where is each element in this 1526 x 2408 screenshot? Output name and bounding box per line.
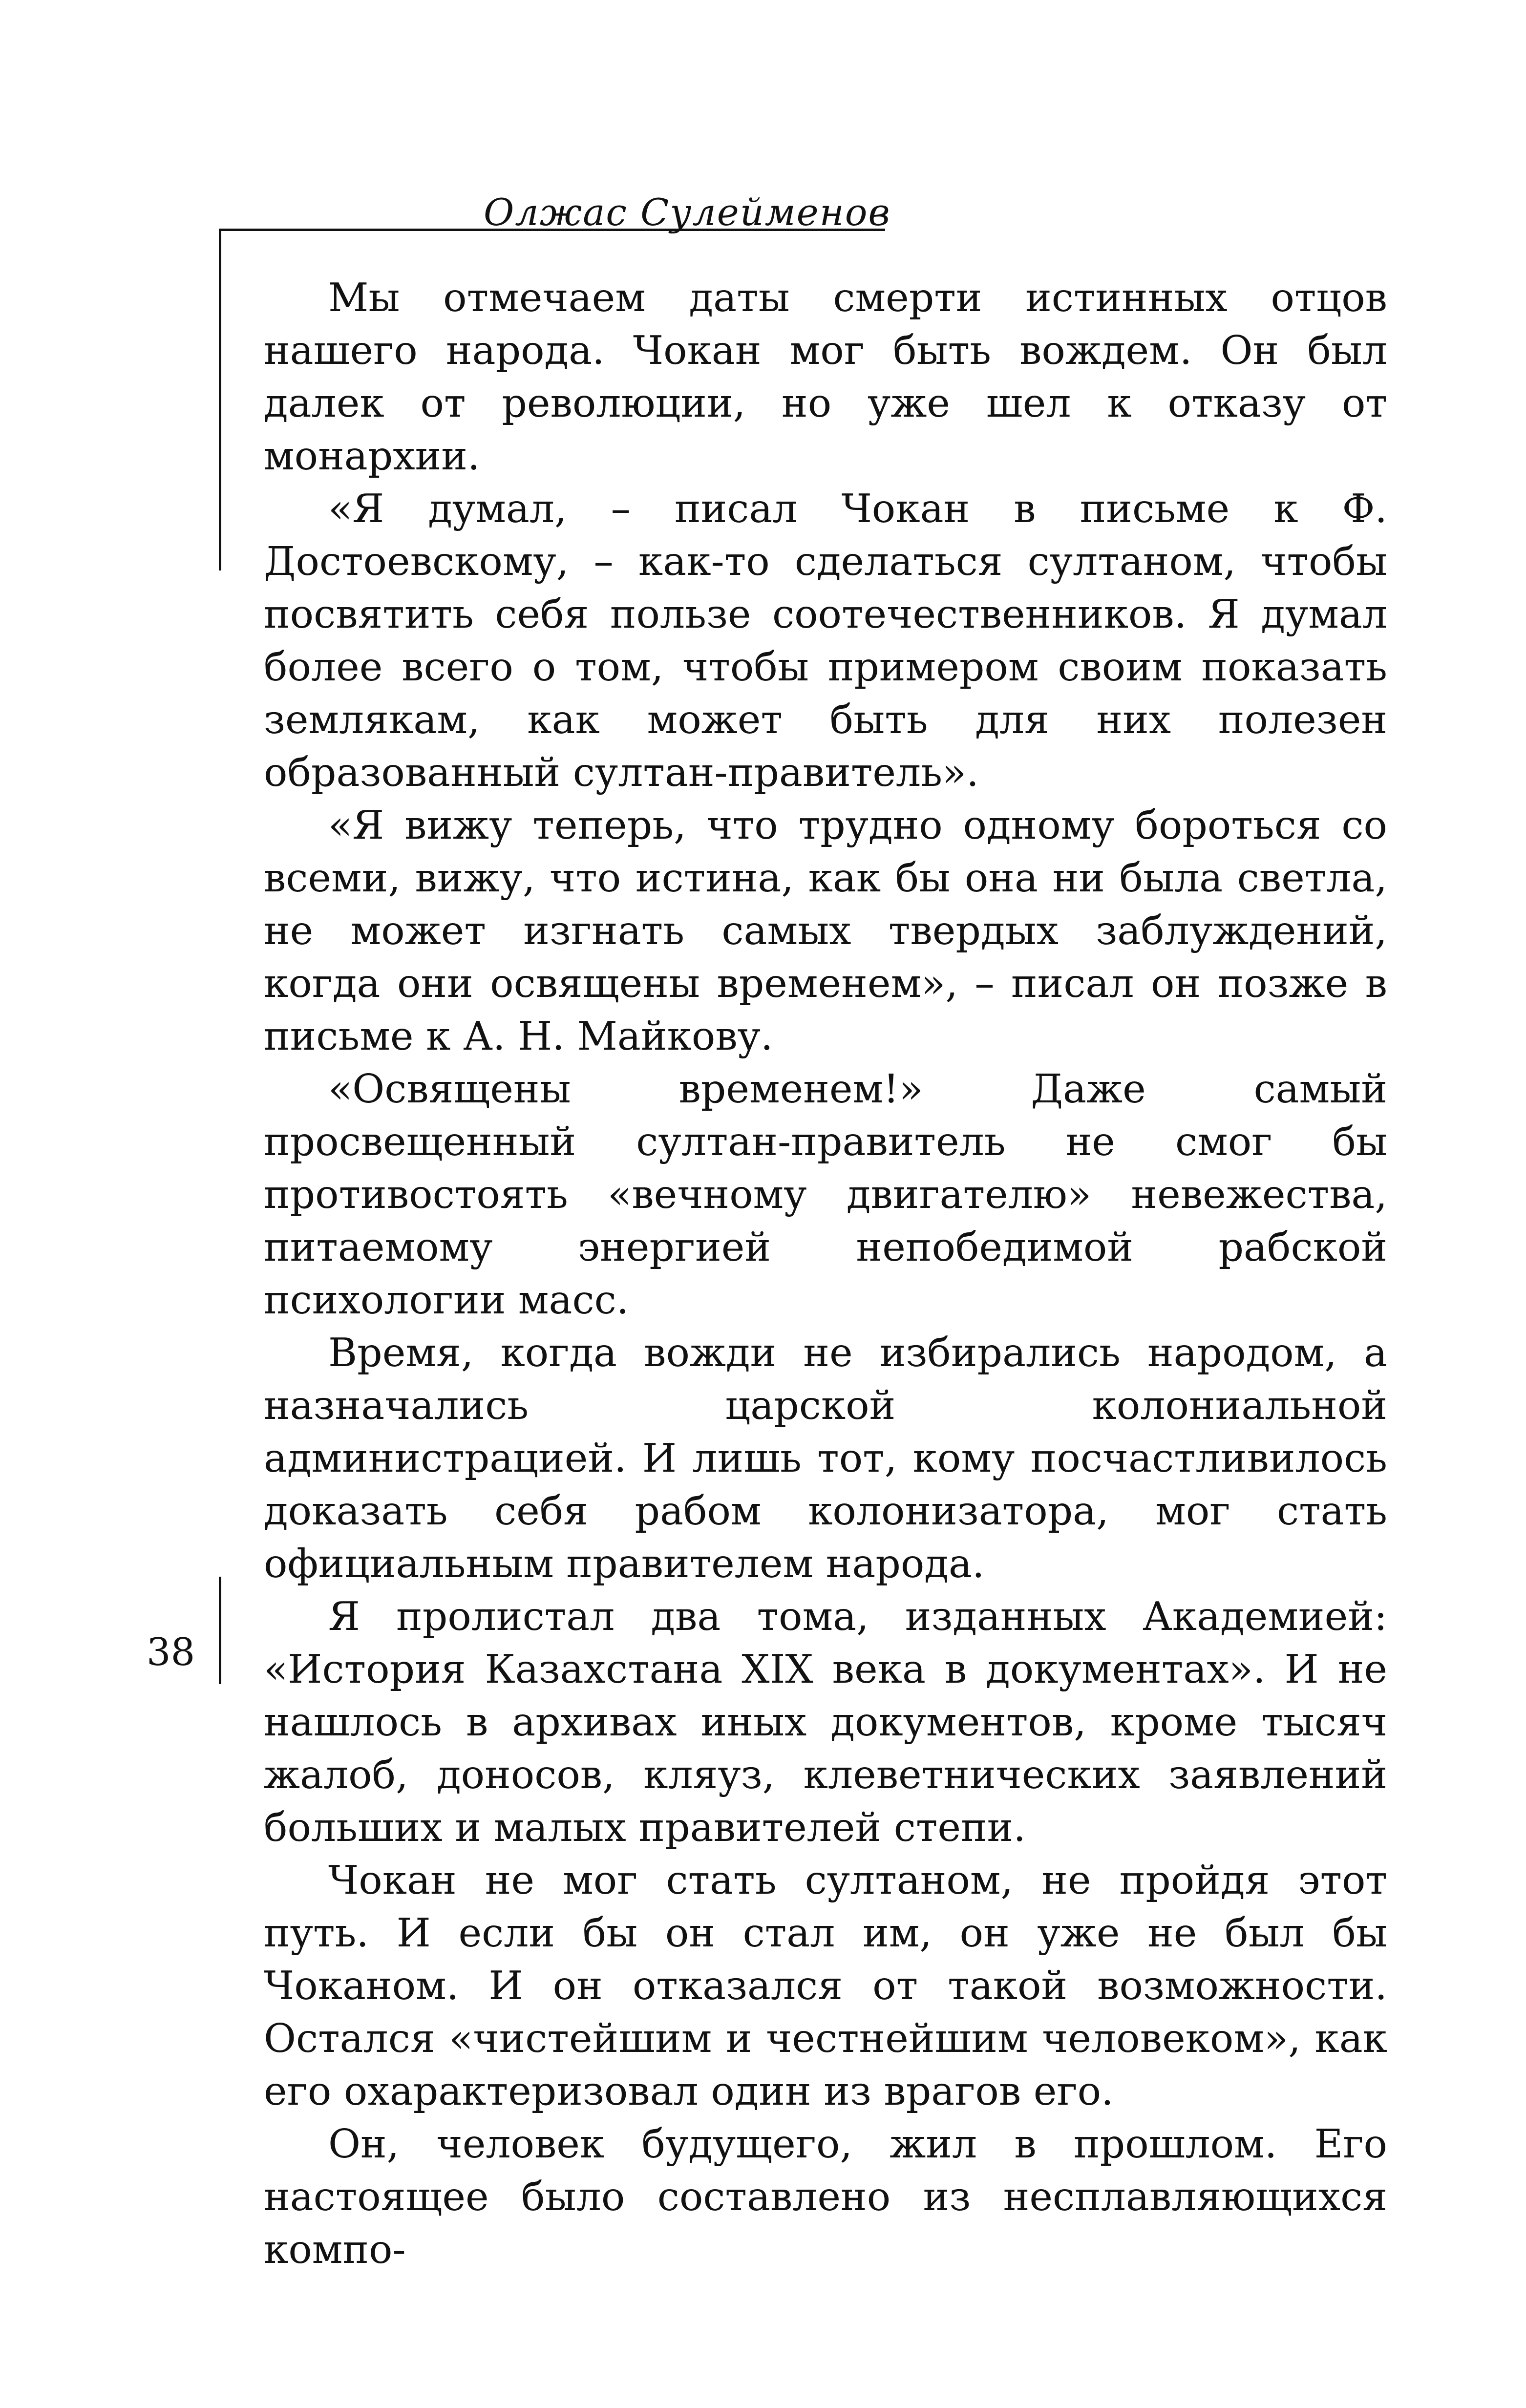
- page-number: 38: [147, 1630, 195, 1674]
- bottom-margin-bracket: [219, 1577, 221, 1684]
- paragraph: «Я думал, – писал Чокан в письме к Ф. Достоевскому, – как-то сделаться султаном, чтобы посвятить себя пользе соотечественников. Я думал более всего о том, чтобы примером своим показать землякам, как может быть для них полезен образованный султан-правитель».: [264, 486, 1387, 795]
- running-title: Олжас Сулейменов: [484, 190, 891, 234]
- paragraph: Он, человек будущего, жил в прошлом. Его настоящее было составлено из несплавляющихся компо-: [264, 2121, 1387, 2272]
- paragraph: «Я вижу теперь, что трудно одному бороться со всеми, вижу, что истина, как бы она ни была светла, не может изгнать самых твердых заблуждений, когда они освящены временем», – писал он позже в письме к А. Н. Майкову.: [264, 802, 1387, 1059]
- paragraph: Мы отмечаем даты смерти истинных отцов нашего народа. Чокан мог быть вождем. Он был далек от революции, но уже шел к отказу от монархии.: [264, 275, 1387, 479]
- paragraph: Я пролистал два тома, изданных Академией: «История Казахстана XIX века в документах». И не нашлось в архивах иных документов, кроме тысяч жалоб, доносов, кляуз, клеветнических заявлений больших и малых правителей степи.: [264, 1593, 1387, 1850]
- paragraph: Время, когда вожди не избирались народом, а назначались царской колониальной администрацией. И лишь тот, кому посчастливилось доказать себя рабом колонизатора, мог стать официальным правителем народа.: [264, 1330, 1387, 1586]
- paragraph: Чокан не мог стать султаном, не пройдя этот путь. И если бы он стал им, он уже не был бы Чоканом. И он отказался от такой возможности. Остался «чистейшим и честнейшим человеком», как его охарактеризовал один из врагов его.: [264, 1857, 1387, 2114]
- top-margin-bracket: [219, 229, 221, 570]
- paragraph: «Освящены временем!» Даже самый просвещенный султан-правитель не смог бы противостоять «вечному двигателю» невежества, питаемому энергией непобедимой рабской психологии масс.: [264, 1066, 1387, 1323]
- page-text: [264, 271, 1387, 2276]
